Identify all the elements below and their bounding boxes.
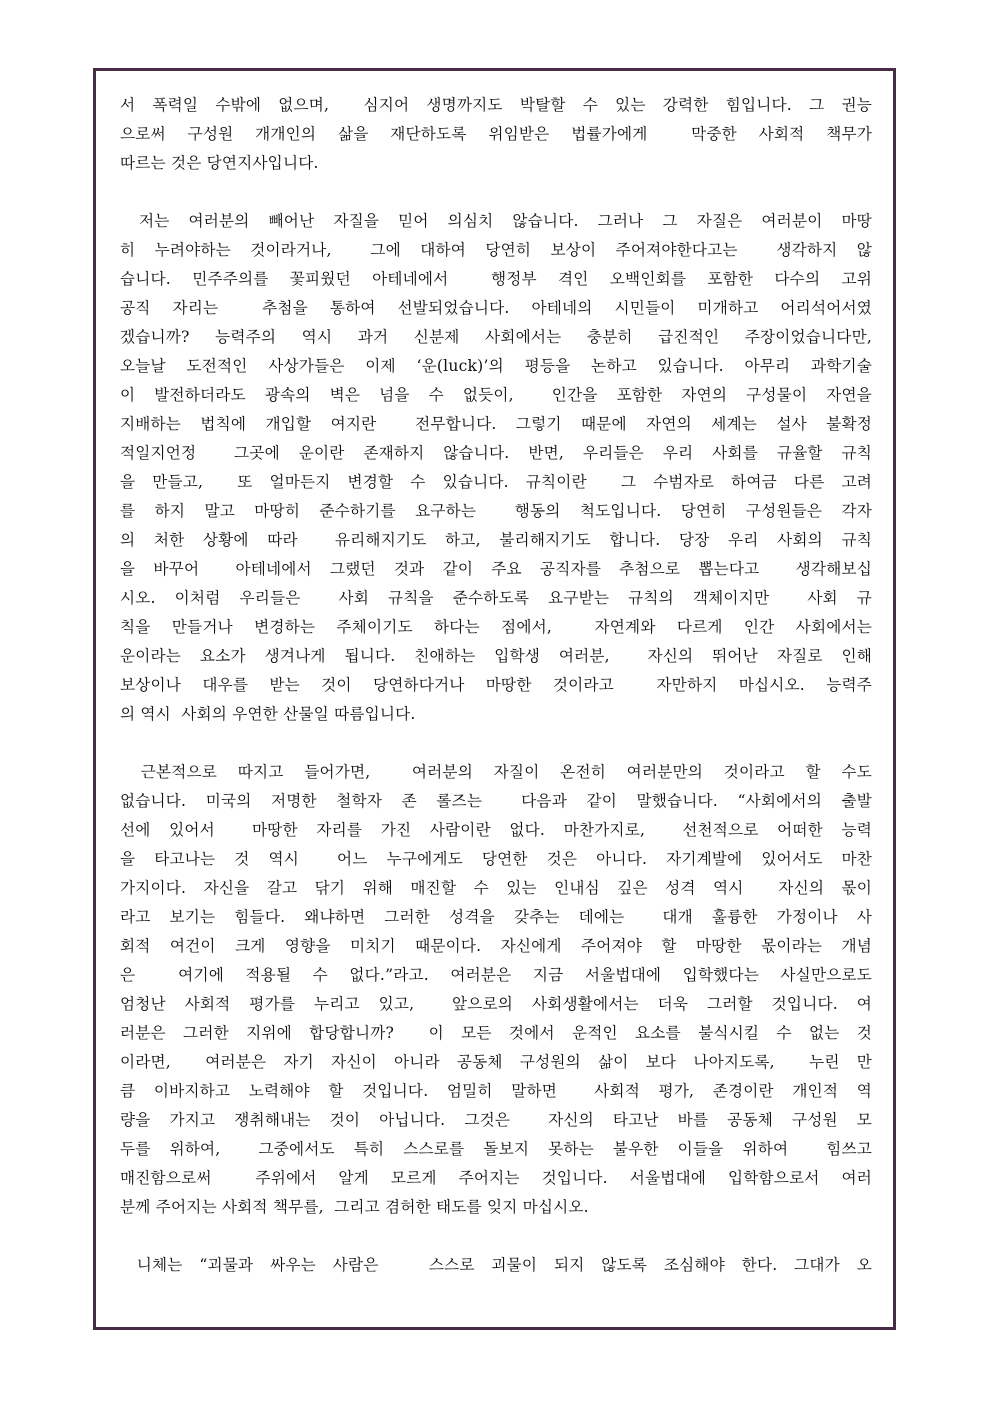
- document-body: [120, 91, 872, 1309]
- text-line: 저는 여러분의 빼어난 자질을 믿어 의심치 않습니다. 그러나 그 자질은 여러분이 마땅: [120, 212, 872, 230]
- text-line: 오늘날 도전적인 사상가들은 이제 ‘운(luck)’의 평등을 논하고 있습니다. 아무리 과학기술: [120, 357, 872, 375]
- paragraph-2: [120, 207, 872, 729]
- text-line: 이라면, 여러분은 자기 자신이 아니라 공동체 구성원의 삶이 보다 나아지도록, 누린 만: [120, 1053, 872, 1071]
- text-line: 량을 가지고 쟁취해내는 것이 아닙니다. 그것은 자신의 타고난 바를 공동체 구성원 모: [120, 1111, 872, 1129]
- text-line: 선에 있어서 마땅한 자리를 가진 사람이란 없다. 마찬가지로, 선천적으로 어떠한 능력: [120, 821, 872, 839]
- text-line: 적일지언정 그곳에 운이란 존재하지 않습니다. 반면, 우리들은 우리 사회를 규율할 규칙: [120, 444, 872, 462]
- text-line: 서 폭력일 수밖에 없으며, 심지어 생명까지도 박탈할 수 있는 강력한 힘입니다. 그 권능: [120, 96, 872, 114]
- text-line: 의 역시 사회의 우연한 산물일 따름입니다.: [120, 705, 416, 723]
- page-frame: [93, 68, 896, 1330]
- paragraph-4: [120, 1251, 872, 1280]
- text-line: 큼 이바지하고 노력해야 할 것입니다. 엄밀히 말하면 사회적 평가, 존경이란 개인적 역: [120, 1082, 872, 1100]
- text-line: 겠습니까? 능력주의 역시 과거 신분제 사회에서는 충분히 급진적인 주장이었습니다만,: [120, 328, 872, 346]
- text-line: 근본적으로 따지고 들어가면, 여러분의 자질이 온전히 여러분만의 것이라고 할 수도: [120, 763, 872, 781]
- text-line: 따르는 것은 당연지사입니다.: [120, 154, 319, 172]
- text-line: 니체는 “괴물과 싸우는 사람은 스스로 괴물이 되지 않도록 조심해야 한다. 그대가 오: [120, 1256, 872, 1274]
- text-line: 을 바꾸어 아테네에서 그랬던 것과 같이 주요 공직자를 추첨으로 뽑는다고 생각해보십: [120, 560, 872, 578]
- text-line: 분께 주어지는 사회적 책무를, 그리고 겸허한 태도를 잊지 마십시오.: [120, 1198, 589, 1216]
- paragraph-3: [120, 758, 872, 1222]
- text-line: 이 발전하더라도 광속의 벽은 넘을 수 없듯이, 인간을 포함한 자연의 구성물이 자연을: [120, 386, 872, 404]
- text-line: 가지이다. 자신을 갈고 닦기 위해 매진할 수 있는 인내심 깊은 성격 역시 자신의 몫이: [120, 879, 872, 897]
- text-line: 운이라는 요소가 생겨나게 됩니다. 친애하는 입학생 여러분, 자신의 뛰어난 자질로 인해: [120, 647, 872, 665]
- text-line: 시오. 이처럼 우리들은 사회 규칙을 준수하도록 요구받는 규칙의 객체이지만 사회 규: [120, 589, 872, 607]
- text-line: 를 하지 말고 마땅히 준수하기를 요구하는 행동의 척도입니다. 당연히 구성원들은 각자: [120, 502, 872, 520]
- text-line: 습니다. 민주주의를 꽃피웠던 아테네에서 행정부 격인 오백인회를 포함한 다수의 고위: [120, 270, 872, 288]
- text-line: 으로써 구성원 개개인의 삶을 재단하도록 위임받은 법률가에게 막중한 사회적 책무가: [120, 125, 872, 143]
- text-line: 히 누려야하는 것이라거나, 그에 대하여 당연히 보상이 주어져야한다고는 생각하지 않: [120, 241, 872, 259]
- text-line: 라고 보기는 힘들다. 왜냐하면 그러한 성격을 갖추는 데에는 대개 훌륭한 가정이나 사: [120, 908, 872, 926]
- paragraph-1: [120, 91, 872, 178]
- text-line: 회적 여건이 크게 영향을 미치기 때문이다. 자신에게 주어져야 할 마땅한 몫이라는 개념: [120, 937, 872, 955]
- text-line: 을 타고나는 것 역시 어느 누구에게도 당연한 것은 아니다. 자기계발에 있어서도 마찬: [120, 850, 872, 868]
- text-line: 러분은 그러한 지위에 합당합니까? 이 모든 것에서 운적인 요소를 불식시킬 수 없는 것: [120, 1024, 872, 1042]
- text-line: 칙을 만들거나 변경하는 주체이기도 하다는 점에서, 자연계와 다르게 인간 사회에서는: [120, 618, 872, 636]
- text-line: 두를 위하여, 그중에서도 특히 스스로를 돌보지 못하는 불우한 이들을 위하여 힘쓰고: [120, 1140, 872, 1158]
- text-line: 지배하는 법칙에 개입할 여지란 전무합니다. 그렇기 때문에 자연의 세계는 설사 불확정: [120, 415, 872, 433]
- text-line: 엄청난 사회적 평가를 누리고 있고, 앞으로의 사회생활에서는 더욱 그러할 것입니다. 여: [120, 995, 872, 1013]
- text-line: 공직 자리는 추첨을 통하여 선발되었습니다. 아테네의 시민들이 미개하고 어리석어서였: [120, 299, 872, 317]
- text-line: 은 여기에 적용될 수 없다.”라고. 여러분은 지금 서울법대에 입학했다는 사실만으로도: [120, 966, 872, 984]
- text-line: 을 만들고, 또 얼마든지 변경할 수 있습니다. 규칙이란 그 수범자로 하여금 다른 고려: [120, 473, 872, 491]
- text-line: 의 처한 상황에 따라 유리해지기도 하고, 불리해지기도 합니다. 당장 우리 사회의 규칙: [120, 531, 872, 549]
- text-line: 매진함으로써 주위에서 알게 모르게 주어지는 것입니다. 서울법대에 입학함으로서 여러: [120, 1169, 872, 1187]
- text-line: 보상이나 대우를 받는 것이 당연하다거나 마땅한 것이라고 자만하지 마십시오. 능력주: [120, 676, 872, 694]
- text-line: 없습니다. 미국의 저명한 철학자 존 롤즈는 다음과 같이 말했습니다. “사회에서의 출발: [120, 792, 872, 810]
